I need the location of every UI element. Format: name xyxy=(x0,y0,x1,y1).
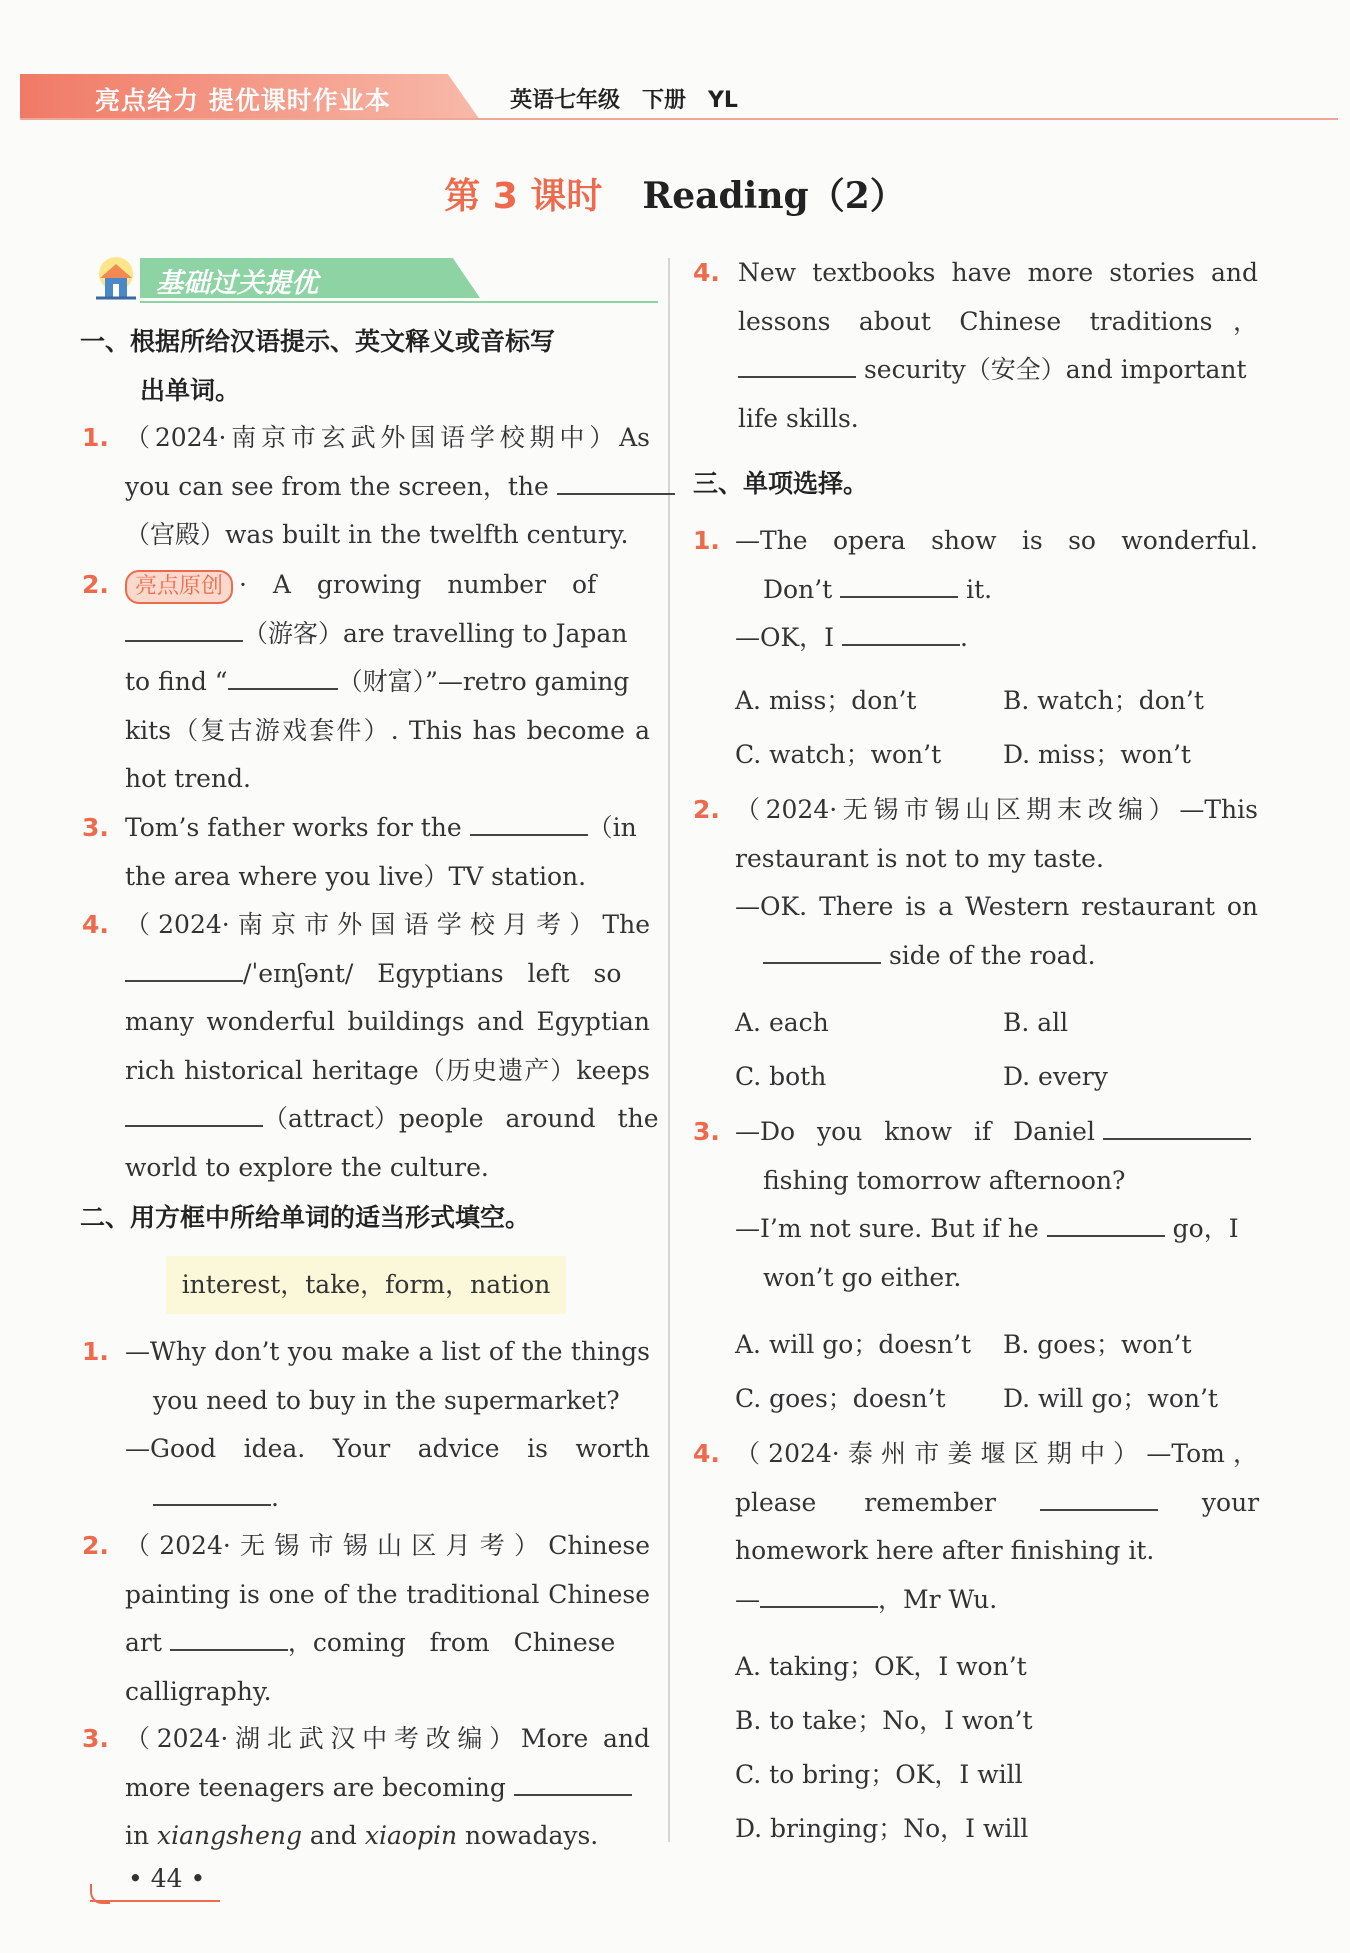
question-p1-1: （2024·南京市玄武外国语学校期中）As you can see from the screen，the （宫殿）was built in the twelfth century. xyxy=(125,414,650,560)
answer-blank[interactable] xyxy=(170,1627,288,1651)
option-a[interactable]: A. will go；doesn’t xyxy=(735,1330,972,1359)
lesson-name: Reading（2） xyxy=(642,175,906,217)
question-number: 3. xyxy=(82,1724,109,1753)
question-p2-2: （2024·无锡市锡山区月考）Chinese painting is one of the traditional Chinese art ，coming from Chinese calligraphy. xyxy=(125,1531,650,1706)
answer-blank[interactable] xyxy=(842,622,960,646)
option-b[interactable]: B. to take；No，I won’t xyxy=(735,1706,1033,1735)
page-header xyxy=(20,74,1338,120)
option-d[interactable]: D. every xyxy=(1003,1062,1108,1091)
question-p3-1: —The opera show is so wonderful. Don’t it. —OK，I . xyxy=(735,526,1258,652)
question-number: 2. xyxy=(693,795,720,824)
question-p3-4: （2024·泰州市姜堰区期中）—Tom， please remember your homework here after finishing it. — ，Mr Wu. xyxy=(735,1439,1260,1614)
question-p2-1: —Why don’t you make a list of the things you need to buy in the supermarket? —Good idea. Your advice is worth . xyxy=(125,1337,650,1512)
option-c[interactable]: C. watch；won’t xyxy=(735,740,942,769)
question-number: 1. xyxy=(82,1337,109,1366)
lesson-title xyxy=(0,168,1350,219)
question-p1-4: （2024·南京市外国语学校月考）The /ˈeɪnʃənt/ Egyptians left so many wonderful buildings and Egyptian rich historical heritage（历史遗产）keeps （attract）people around the world to explore the culture. xyxy=(125,910,659,1182)
option-d[interactable]: D. bringing；No，I will xyxy=(735,1814,1029,1843)
question-p3-3: —Do you know if Daniel fishing tomorrow afternoon? —I’m not sure. But if he go，I won’t go either. xyxy=(735,1108,1258,1302)
option-a[interactable]: A. miss；don’t xyxy=(735,686,917,715)
original-badge: 亮点原创 xyxy=(125,570,233,604)
option-b[interactable]: B. goes；won’t xyxy=(1003,1330,1192,1359)
lighthouse-icon xyxy=(90,252,142,304)
answer-blank[interactable] xyxy=(470,812,588,836)
answer-blank[interactable] xyxy=(840,574,958,598)
answer-blank[interactable] xyxy=(738,354,856,378)
column-divider xyxy=(668,258,670,1842)
page-number: • 44 • xyxy=(128,1864,206,1893)
header-brand: 亮点给力 提优课时作业本 xyxy=(95,86,391,115)
answer-blank[interactable] xyxy=(125,618,243,642)
header-subject: 英语七年级 下册 YL xyxy=(510,88,738,113)
answer-blank[interactable] xyxy=(153,1482,271,1506)
lesson-number: 第 3 课时 xyxy=(444,176,603,217)
part1-heading: 一、根据所给汉语提示、英文释义或音标写 出单词。 xyxy=(80,327,556,405)
question-number: 4. xyxy=(82,910,109,939)
answer-blank[interactable] xyxy=(514,1772,632,1796)
question-number: 2. xyxy=(82,570,109,599)
question-number: 1. xyxy=(82,423,109,452)
option-c[interactable]: C. both xyxy=(735,1062,827,1091)
answer-blank[interactable] xyxy=(760,1584,878,1608)
question-p2-4: New textbooks have more stories and lessons about Chinese traditions， security（安全）and important life skills. xyxy=(738,258,1258,433)
page-number-rule xyxy=(90,1900,220,1902)
option-c[interactable]: C. goes；doesn’t xyxy=(735,1384,946,1413)
banner-rule xyxy=(140,301,658,303)
option-c[interactable]: C. to bring；OK，I will xyxy=(735,1760,1023,1789)
question-p3-2: （2024·无锡市锡山区期末改编）—This restaurant is not to my taste. —OK. There is a Western restaurant on side of the road. xyxy=(735,795,1258,970)
question-p2-3: （2024·湖北武汉中考改编）More and more teenagers are becoming in xiangsheng and xiaopin nowadays. xyxy=(125,1724,650,1850)
word-box: interest，take，form，nation xyxy=(166,1256,566,1314)
question-p1-2: 亮点原创 · A growing number of （游客）are travelling to Japan to find “ （财富）”—retro gaming kits（复古游戏套件）. This has become a hot trend. xyxy=(125,570,650,793)
option-d[interactable]: D. miss；won’t xyxy=(1003,740,1191,769)
question-number: 1. xyxy=(693,526,720,555)
question-number: 4. xyxy=(693,258,720,287)
question-number: 3. xyxy=(693,1117,720,1146)
question-number: 2. xyxy=(82,1531,109,1560)
option-d[interactable]: D. will go；won’t xyxy=(1003,1384,1218,1413)
part2-heading: 二、用方框中所给单词的适当形式填空。 xyxy=(80,1203,531,1232)
option-a[interactable]: A. each xyxy=(735,1008,829,1037)
answer-blank[interactable] xyxy=(125,958,243,982)
answer-blank[interactable] xyxy=(557,471,675,495)
answer-blank[interactable] xyxy=(228,666,338,690)
section-banner xyxy=(80,252,658,304)
answer-blank[interactable] xyxy=(1047,1213,1165,1237)
answer-blank[interactable] xyxy=(763,940,881,964)
banner-title: 基础过关提优 xyxy=(156,268,318,299)
answer-blank[interactable] xyxy=(1040,1487,1158,1511)
option-b[interactable]: B. all xyxy=(1003,1008,1069,1037)
header-rule xyxy=(20,118,1338,120)
answer-blank[interactable] xyxy=(1103,1116,1251,1140)
option-b[interactable]: B. watch；don’t xyxy=(1003,686,1204,715)
question-number: 4. xyxy=(693,1439,720,1468)
question-number: 3. xyxy=(82,813,109,842)
question-p1-3: Tom’s father works for the （in the area where you live）TV station. xyxy=(125,813,637,891)
answer-blank[interactable] xyxy=(125,1103,263,1127)
part3-heading: 三、单项选择。 xyxy=(693,469,869,498)
option-a[interactable]: A. taking；OK，I won’t xyxy=(735,1652,1027,1681)
